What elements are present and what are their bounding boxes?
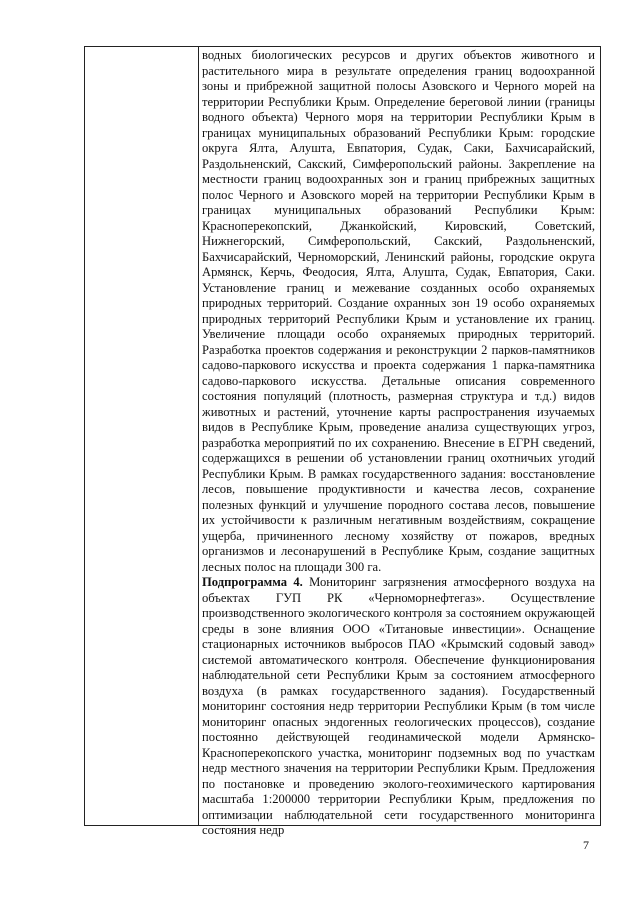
table-cell-content: [202, 48, 595, 839]
paragraph-1: водных биологических ресурсов и других объектов животного и растительного мира в результате определения границ водоохранной зоны и прибрежной защитной полосы Азовского и Черного морей на территории Республики Крым. Определение береговой линии (границы водного объекта) Черного моря на территории Республики Крым в границах муниципальных образований Республики Крым: городские округа Ялта, Алушта, Евпатория, Судак, Саки, Бахчисарайский, Раздольненский, Сакский, Симферопольский районы. Закрепление на местности границ водоохранных зон и границ прибрежных защитных полос Черного и Азовского морей на территории Республики Крым в границах муниципальных образований Республики Крым: Красноперекопский, Джанкойский, Кировский, Советский, Нижнегорский, Симферопольский, Сакский, Раздольненский, Бахчисарайский, Черноморский, Ленинский районы, городские округа Армянск, Керчь, Феодосия, Ялта, Алушта, Судак, Евпатория, Саки. Установление границ и межевание созданных особо охраняемых природных территорий. Создание охранных зон 19 особо охраняемых природных территорий Республики Крым и установление их границ. Увеличение площади особо охраняемых природных территорий. Разработка проектов содержания и реконструкции 2 парков-памятников садово-паркового искусства и проекта содержания 1 парка-памятника садово-паркового искусства. Детальные описания современного состояния популяций (плотность, размерная структура и т.д.) видов животных и растений, уточнение карты распространения изучаемых видов в Республике Крым, проведение анализа существующих угроз, разработка мероприятий по их сохранению. Внесение в ЕГРН сведений, содержащихся в решении об установлении границ охотничьих угодий Республики Крым. В рамках государственного задания: восстановление лесов, повышение продуктивности и качества лесов, сохранение полезных функций и улучшение породного состава лесов, повышение их устойчивости к различным негативным воздействиям, сокращение ущерба, причиненного лесному хозяйству от пожаров, вредных организмов и лесонарушений в Республике Крым, создание защитных лесных полос на площади 300 га.: [202, 48, 595, 574]
column-divider: [198, 47, 199, 825]
document-table: [84, 46, 601, 837]
paragraph-2: Мониторинг загрязнения атмосферного воздуха на объектах ГУП РК «Черноморнефтегаз». Осуществление производственного экологического контроля за состоянием окружающей среды в зоне влияния ООО «Титановые инвестиции». Оснащение стационарных источников выбросов ПАО «Крымский содовый завод» системой автоматического контроля. Обеспечение функционирования наблюдательной сети Республики Крым за состоянием атмосферного воздуха (в рамках государственного задания). Государственный мониторинг состояния недр территории Республики Крым (в том числе мониторинг опасных эндогенных геологических процессов), создание постоянно действующей геодинамической модели Армянско-Красноперекопского участка, мониторинг подземных вод по участкам недр местного значения на территории Республики Крым. Предложения по постановке и проведению эколого-геохимического картирования масштаба 1:200000 территории Республики Крым, предложения по оптимизации наблюдательной сети государственного мониторинга состояния недр: [202, 575, 596, 837]
subprogram-paragraph: [202, 575, 595, 839]
page-number: 7: [583, 838, 589, 852]
subprogram-label: Подпрограмма 4.: [202, 575, 303, 589]
paragraph-text: [202, 48, 595, 575]
